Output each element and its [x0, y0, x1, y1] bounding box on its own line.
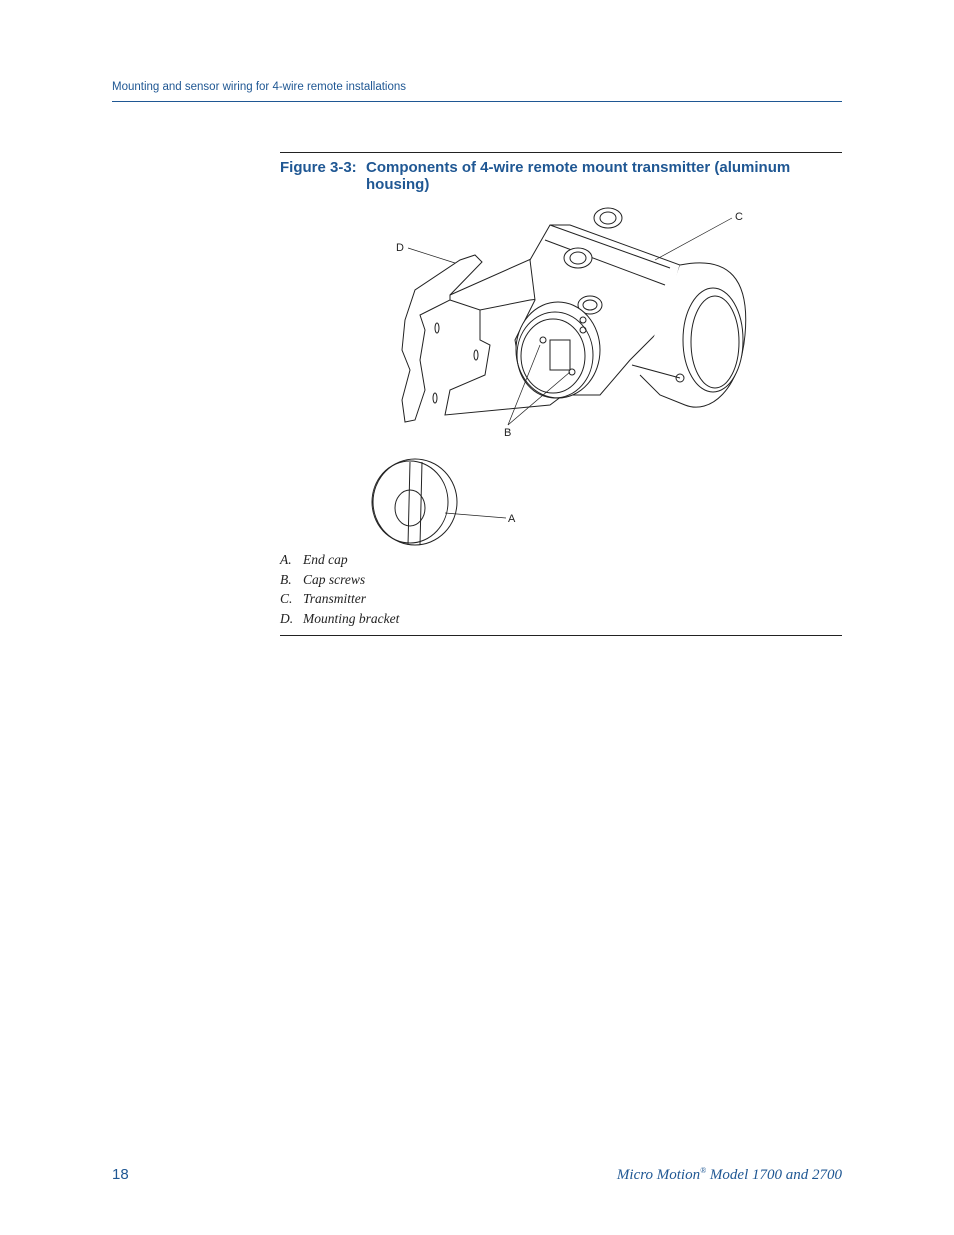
figure-top-divider — [280, 152, 842, 153]
page-number: 18 — [112, 1166, 129, 1183]
figure-legend — [280, 552, 399, 631]
figure-bottom-divider — [280, 635, 842, 636]
transmitter-drawing — [370, 200, 770, 550]
legend-item: C. Transmitter — [280, 591, 367, 607]
running-header: Mounting and sensor wiring for 4-wire remote installations — [112, 81, 407, 93]
legend-item: A. End cap — [280, 552, 348, 567]
callout-d: D — [396, 242, 404, 254]
legend-item: D. Mounting bracket — [280, 611, 400, 627]
legend-item: B. Cap screws — [280, 571, 366, 587]
header-divider — [112, 101, 842, 102]
callout-b: B — [504, 427, 512, 439]
footer-document-title: Micro Motion® Model 1700 and 2700 — [616, 1166, 842, 1183]
figure-number: Figure 3-3: — [280, 159, 357, 176]
callout-c: C — [735, 211, 743, 223]
end-cap — [372, 459, 457, 545]
callout-a: A — [508, 513, 516, 525]
figure-title: Components of 4-wire remote mount transmitter (aluminum housing) — [366, 159, 791, 193]
